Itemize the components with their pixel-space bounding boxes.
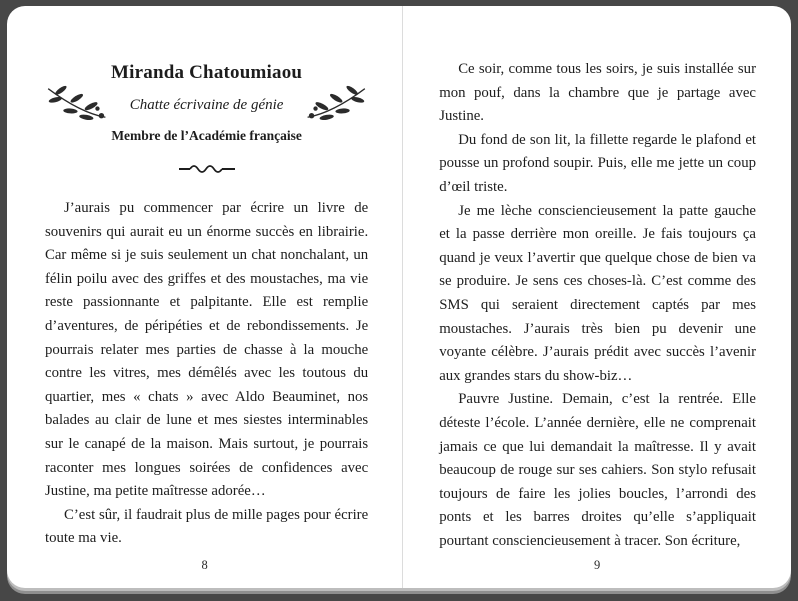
paragraph: C’est sûr, il faudrait plus de mille pages pour écrire toute ma vie. — [45, 506, 369, 547]
chapter-subtitle: Chatte écrivaine de génie — [129, 97, 284, 113]
paragraph: Ce soir, comme tous les soirs, je suis installée sur mon pouf, dans la chambre que je partage avec Justine. — [439, 61, 756, 125]
chapter-header — [45, 62, 368, 144]
laurel-branch-right-icon — [306, 81, 368, 125]
paragraph: J’aurais pu commencer par écrire un livre de souvenirs qui aurait eu un énorme succès en librairie. Car même si je suis seulement un chat nonchalant, un félin poilu avec des griffes et des moustaches, ma vie reste passionnante et palpitante. Elle est remplie d’aventures, de péripéties et de rebondissements. Je pourrais relater mes parties de chasse à la mouche contre les vitres, mes démêlés avec les toutous du quartier, mes « chats » avec Aldo Beauminet, nos balades au clair de lune et mes siestes interminables sur le canapé de la maison. Mais surtout, je pourrais raconter mes longues soirées de confidences avec Justine, ma petite maîtresse adorée… — [45, 200, 369, 500]
page-left — [7, 6, 402, 588]
paragraph: Je me lèche consciencieusement la patte gauche et la passe derrière mon oreille. Je fais toujours ça quand je veux l’avertir que quelque chose de bien va se produire. Je sens ces choses-là. C’est comme des SMS qui seraient directement captés par mes moustaches. J’aurais très bien pu devenir une voyante célèbre. J’aurais prédit avec succès l’avenir aux grandes stars du show-biz… — [439, 202, 756, 384]
chapter-title: Miranda Chatoumiaou — [111, 62, 303, 83]
laurel-branch-left-icon — [45, 81, 107, 125]
paragraph: Du fond de son lit, la fillette regarde le plafond et pousse un profond soupir. Puis, elle me jette un coup d’œil triste. — [439, 131, 756, 195]
chapter-affiliation: Membre de l’Académie française — [111, 128, 302, 143]
squiggle-divider-icon — [45, 162, 368, 181]
page-right — [403, 6, 791, 588]
paragraph: Pauvre Justine. Demain, c’est la rentrée. Elle déteste l’école. L’année dernière, elle ne comprenait jamais ce que lui demandait la maîtresse. Il y avait beaucoup de rouge sur ses cahiers. Son stylo refusait toujours de faire les jolies boucles, l’arrondi des ponts et les barres droites qu’elle s’appliquait pourtant consciencieusement à tracer. Son écriture, — [439, 391, 756, 549]
page-number-right: 9 — [593, 558, 601, 572]
page-number-left: 8 — [201, 558, 208, 572]
header-text — [111, 62, 302, 144]
book-pages — [7, 6, 791, 588]
